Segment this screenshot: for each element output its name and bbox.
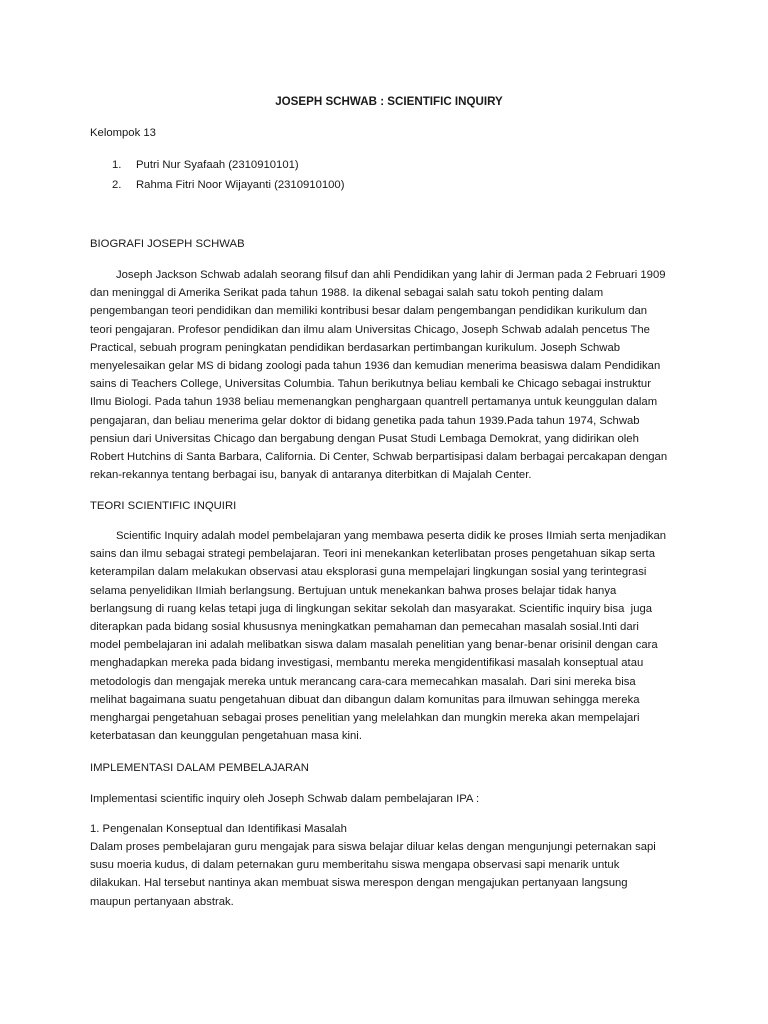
group-label: Kelompok 13 bbox=[90, 127, 156, 139]
paragraph-line: teori pengajaran. Profesor pendidikan dan ilmu alam Universitas Chicago, Joseph Schwab adalah pencetus The bbox=[90, 323, 650, 336]
paragraph-line: susu moeria kudus, di dalam peternakan guru memberitahu siswa mengapa observasi sapi menarik untuk bbox=[90, 859, 620, 872]
biography-paragraph bbox=[90, 266, 688, 484]
biography-heading: BIOGRAFI JOSEPH SCHWAB bbox=[90, 238, 245, 250]
paragraph-line: pengajaran, dan beliau menerima gelar doktor di bidang genetika pada tahun 1939.Pada tahun 1974, Schwab bbox=[90, 414, 640, 427]
paragraph-line: dan meninggal di Amerika Serikat pada tahun 1988. Ia dikenal sebagai salah satu tokoh penting dalam bbox=[90, 287, 604, 300]
paragraph-line: pensiun dari Universitas Chicago dan bergabung dengan Pusat Studi Lembaga Demokrat, yang didirikan oleh bbox=[90, 432, 639, 445]
paragraph-line: menghadapkan mereka pada bidang investigasi, membantu mereka mengidentifikasi masalah konseptual atau bbox=[90, 657, 644, 670]
paragraph-line: berlangsung di ruang kelas tetapi juga di lingkungan sekitar sekolah dan masyarakat. Scientific inquiry bisa juga bbox=[90, 602, 653, 615]
paragraph-line: selama penyelidikan IImiah berlangsung. Bertujuan untuk menekankan bahwa proses belajar tidak hanya bbox=[90, 584, 617, 597]
paragraph-line: keterbatasan dan keunggulan pengetahuan masa kini. bbox=[90, 730, 362, 743]
member-name: Rahma Fitri Noor Wijayanti (2310910100) bbox=[136, 179, 345, 191]
paragraph-line: diterapkan pada bidang sosial khususnya meningkatkan pemahaman dan pemecahan masalah sosial.Inti dari bbox=[90, 621, 639, 634]
member-name: Putri Nur Syafaah (2310910101) bbox=[136, 159, 299, 171]
paragraph-line: Scientific Inquiry adalah model pembelajaran yang membawa peserta didik ke proses IImiah serta menjadikan bbox=[116, 530, 667, 542]
paragraph-line: maupun pertanyaan abstrak. bbox=[90, 895, 234, 908]
paragraph-line: Practical, sebuah program peningkatan pendidikan berdasarkan pertimbangan kurikulum. Joseph Schwab bbox=[90, 341, 621, 354]
paragraph-line: metodologis dan mengajak mereka untuk merancang cara-cara memecahkan masalah. Dari sini mereka bisa bbox=[90, 675, 636, 688]
member-item bbox=[90, 155, 344, 175]
paragraph-line: Ilmu Biologi. Pada tahun 1938 beliau memenangkan penghargaan quantrell pertamanya untuk keunggulan dalam bbox=[90, 396, 658, 409]
paragraph-line: melihat bagaimana suatu pengetahuan dibuat dan dibangun dalam komunitas para ilmuwan sehingga mereka bbox=[90, 693, 640, 706]
paragraph-line: rekan-rekannya tentang berbagai isu, banyak di antaranya diterbitkan di Majalah Center. bbox=[90, 469, 532, 482]
implementation-intro: Implementasi scientific inquiry oleh Joseph Schwab dalam pembelajaran IPA : bbox=[90, 793, 480, 805]
paragraph-line: dilakukan. Hal tersebut nantinya akan membuat siswa merespon dengan mengajukan pertanyaan langsung bbox=[90, 877, 628, 890]
document-title: JOSEPH SCHWAB : SCIENTIFIC INQUIRY bbox=[275, 95, 503, 108]
paragraph-line: Robert Hutchins di Santa Barbara, California. Di Center, Schwab berpartisipasi dalam berbagai percakapan dengan bbox=[90, 451, 668, 464]
paragraph-line: Dalam proses pembelajaran guru mengajak para siswa belajar diluar kelas dengan mengunjungi peternakan sapi bbox=[90, 841, 656, 853]
paragraph-line: pengembangan teori pendidikan dan memiliki kontribusi besar dalam pengembangan pendidikan kurikulum dan bbox=[90, 305, 648, 318]
paragraph-line: Joseph Jackson Schwab adalah seorang filsuf dan ahli Pendidikan yang lahir di Jerman pada 2 Februari 1909 bbox=[116, 269, 666, 281]
paragraph-line: sains di Teachers College, Universitas Columbia. Tahun berikutnya beliau kembali ke Chicago sebagai instruktur bbox=[90, 378, 651, 391]
member-list bbox=[90, 155, 344, 195]
member-item bbox=[90, 175, 344, 195]
paragraph-line: keterampilan dalam melakukan observasi atau eksplorasi guna mempelajari lingkungan sosial yang terintegrasi bbox=[90, 566, 647, 579]
implementation-heading: IMPLEMENTASI DALAM PEMBELAJARAN bbox=[90, 762, 309, 774]
paragraph-line: menyelesaikan gelar MS di bidang zoologi pada tahun 1936 dan kemudian menerima beasiswa dalam Pendidikan bbox=[90, 360, 661, 373]
member-number: 1. bbox=[112, 159, 122, 171]
paragraph-line: menghargai pengetahuan sebagai proses penelitian yang melelahkan dan mungkin mereka akan mempelajari bbox=[90, 712, 640, 725]
member-number: 2. bbox=[112, 179, 122, 191]
theory-heading: TEORI SCIENTIFIC INQUIRI bbox=[90, 500, 237, 512]
paragraph-line: model pembelajaran ini adalah melibatkan siswa dalam masalah penelitian yang benar-benar orisinil dengan cara bbox=[90, 639, 658, 652]
theory-paragraph bbox=[90, 527, 688, 745]
implementation-item-heading: 1. Pengenalan Konseptual dan Identifikasi Masalah bbox=[90, 823, 347, 835]
implementation-item-paragraph bbox=[90, 838, 688, 911]
paragraph-line: sains dan ilmu sebagai strategi pembelajaran. Teori ini menekankan keterlibatan proses pengetahuan sikap serta bbox=[90, 548, 655, 561]
